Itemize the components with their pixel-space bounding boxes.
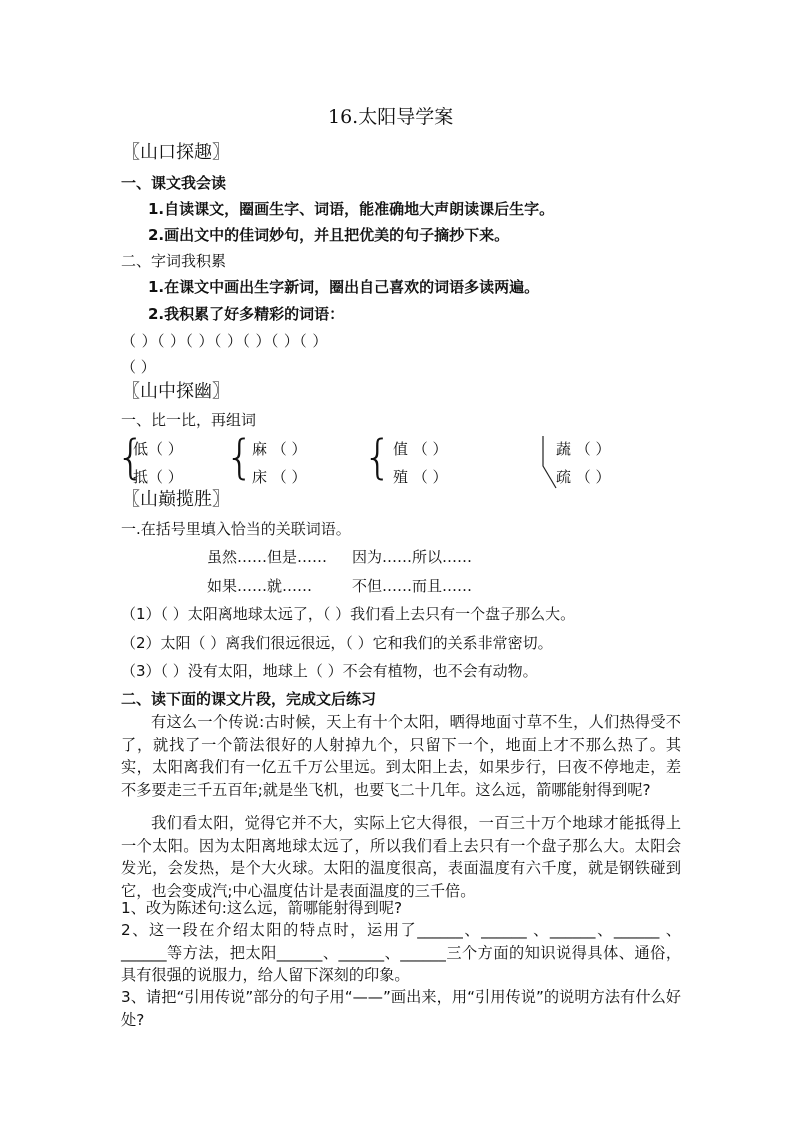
option-ruguo-jiu: 如果……就…… [207,577,313,595]
task-collect-words: 2.我积累了好多精彩的词语： [148,305,345,323]
heading-fill-conjunctions: 一.在括号里填入恰当的关联词语。 [121,520,351,538]
compare-zhi-1[interactable]: 值 （ ） [393,440,448,458]
compare-ma[interactable]: 麻 （ ） [252,440,307,458]
option-yinwei-suoyi: 因为……所以…… [352,548,473,566]
compare-chuang[interactable]: 床 （ ） [252,468,307,486]
reading-paragraph-1: 有这么一个传说:古时候，天上有十个太阳，晒得地面寸草不生，人们热得受不了，就找了一个箭法很好的人射掉九个，只留下一个，地面上才不那么热了。其实，太阳离我们有一亿五千万公里远。到太阳上去，如果步行，曰夜不停地走，差不多要走三千五百年;就是坐飞机，也要飞二十几年。这么远，箭哪能射得到呢? [121,713,681,799]
brace-group-2: { [225,430,255,484]
task-copy-sentences: 2.画出文中的佳词妙句，并且把优美的句子摘抄下来。 [148,226,510,244]
section-shankou: 〖山口探趣〗 [122,142,230,163]
fill-question-3[interactable]: （3）（ ）没有太阳，地球上（ ）不会有植物，也不会有动物。 [121,662,538,680]
heading-compare-words: 一、比一比，再组词 [121,411,257,429]
heading-read-text: 一、课文我会读 [121,174,227,192]
heading-reading: 二、读下面的课文片段，完成文后练习 [121,690,377,708]
word-blanks-row-2[interactable]: （ ） [121,358,156,376]
page-title: 16.太阳导学案 [328,106,454,128]
heading-word-accumulate: 二、字词我积累 [121,252,227,270]
reading-paragraph-2: 我们看太阳，觉得它并不大，实际上它大得很，一百三十万个地球才能抵得上一个太阳。因为太阳离地球太远了，所以我们看上去只有一个盘子那么大。太阳会发光，会发热，是个大火球。太阳的温度很高，表面温度有六千度，就是钢铁碰到它，也会变成汽;中心温度估计是表面温度的三千倍。 [121,814,681,900]
brace-group-1: { [116,430,146,484]
word-blanks-row-1[interactable]: （ ）（ ）（ ）（ ）（ ）（ ）（ ） [121,332,328,350]
option-suiran-danshi: 虽然……但是…… [207,548,328,566]
fill-question-2[interactable]: （2）太阳（ ）离我们很远很远，（ ）它和我们的关系非常密切。 [121,634,553,652]
compare-zhi-2[interactable]: 殖 （ ） [393,468,448,486]
compare-di-1[interactable]: 低（ ） [133,440,183,458]
option-budan-erqie: 不但……而且…… [352,577,473,595]
compare-shu-2[interactable]: 疏 （ ） [556,468,611,486]
reading-question-1: 1、改为陈述句:这么远，箭哪能射得到呢? [121,899,403,917]
reading-question-3: 3、请把“引用传说”部分的句子用“——”画出来，用“引用传说”的说明方法有什么好处? [121,988,681,1029]
reading-question-2[interactable]: 2、这一段在介绍太阳的特点时，运用了______、______ 、______、______ 、______等方法，把太阳______、______、______三个方面的知识说得具体、通俗，具有很强的说服力，给人留下深刻的印象。 [121,921,681,984]
task-mark-words: 1.在课文中画出生字新词，圈出自己喜欢的词语多读两遍。 [148,278,540,296]
brace-group-3: { [363,430,393,484]
compare-shu-1[interactable]: 蔬 （ ） [556,440,611,458]
compare-di-2[interactable]: 抵（ ） [133,468,183,486]
section-shandian: 〖山巅揽胜〗 [122,489,230,510]
section-shanzhong: 〖山中探幽〗 [122,381,230,402]
task-read-aloud: 1.自读课文，圈画生字、词语，能准确地大声朗读课后生字。 [148,200,555,218]
fill-question-1[interactable]: （1）（ ）太阳离地球太远了，（ ）我们看上去只有一个盘子那么大。 [121,605,576,623]
